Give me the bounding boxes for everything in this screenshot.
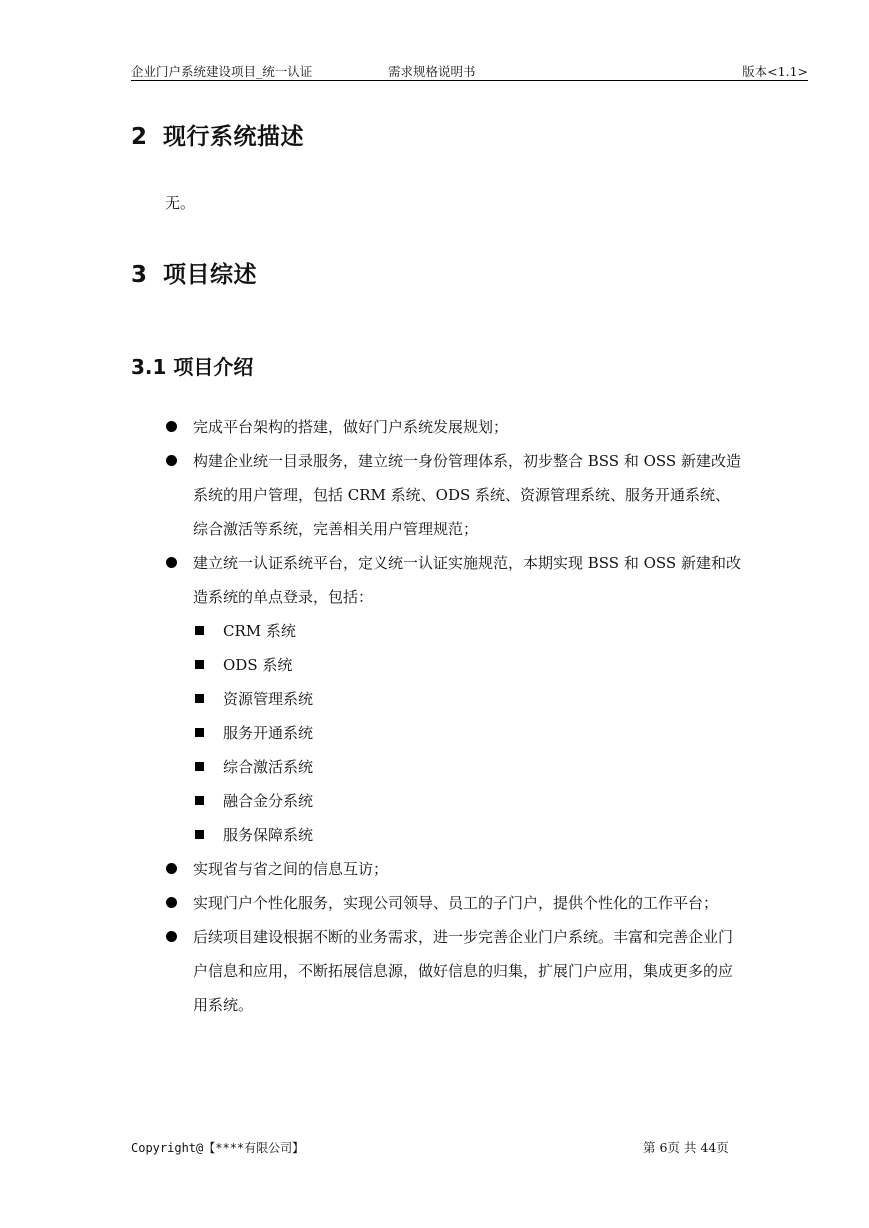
bullet-dot-icon <box>166 931 177 942</box>
bullet-square-icon <box>195 796 204 805</box>
list-item-text: 实现省与省之间的信息互访； <box>193 860 389 878</box>
sub-list-item-text: ODS 系统 <box>223 656 293 674</box>
sub-list-item-text: 综合激活系统 <box>223 758 314 776</box>
section-2-heading <box>131 118 304 151</box>
list-item-text: 建立统一认证系统平台，定义统一认证实施规范，本期实现 BSS 和 OSS 新建和改造系统的单点登录，包括： <box>193 554 741 606</box>
list-item <box>131 920 811 1022</box>
list-item-text: 实现门户个性化服务，实现公司领导、员工的子门户，提供个性化的工作平台； <box>193 894 719 912</box>
bullet-dot-icon <box>166 421 177 432</box>
sub-list-item <box>131 716 811 750</box>
list-item-text: 构建企业统一目录服务，建立统一身份管理体系，初步整合 BSS 和 OSS 新建改造系统的用户管理，包括 CRM 系统、ODS 系统、资源管理系统、服务开通系统、综合激活等系统，完善相关用户管理规范； <box>193 452 741 538</box>
sub-list-item <box>131 784 811 818</box>
bullet-square-icon <box>195 694 204 703</box>
sub-list-item-text: 服务开通系统 <box>223 724 314 742</box>
sub-list-item <box>131 682 811 716</box>
sub-list-item-text: 服务保障系统 <box>223 826 314 844</box>
list-item <box>131 444 811 546</box>
header-project-title: 企业门户系统建设项目_统一认证 <box>131 64 313 79</box>
bullet-dot-icon <box>166 557 177 568</box>
project-intro-list <box>131 410 811 1022</box>
bullet-dot-icon <box>166 455 177 466</box>
header-version: 版本<1.1> <box>742 64 808 79</box>
sub-list-item-text: CRM 系统 <box>223 622 296 640</box>
bullet-square-icon <box>195 728 204 737</box>
list-item <box>131 852 811 886</box>
list-item-text: 完成平台架构的搭建，做好门户系统发展规划； <box>193 418 509 436</box>
list-item-text: 后续项目建设根据不断的业务需求，进一步完善企业门户系统。丰富和完善企业门户信息和应用，不断拓展信息源，做好信息的归集，扩展门户应用，集成更多的应用系统。 <box>193 928 734 1014</box>
sub-list-item <box>131 648 811 682</box>
bullet-square-icon <box>195 830 204 839</box>
footer-page-number: 第 6页 共 44页 <box>643 1140 729 1155</box>
sub-list-item <box>131 818 811 852</box>
section-2-number: 2 <box>131 124 148 150</box>
list-item <box>131 546 811 614</box>
section-3-heading <box>131 256 257 289</box>
list-item <box>131 410 811 444</box>
section-3-number: 3 <box>131 262 148 288</box>
bullet-square-icon <box>195 626 204 635</box>
section-2-title: 现行系统描述 <box>163 124 304 150</box>
bullet-dot-icon <box>166 897 177 908</box>
page-header <box>131 62 808 81</box>
sub-list-item <box>131 750 811 784</box>
sub-list-item-text: 融合金分系统 <box>223 792 314 810</box>
header-document-title: 需求规格说明书 <box>388 64 476 79</box>
section-2-body: 无。 <box>165 194 196 212</box>
bullet-dot-icon <box>166 863 177 874</box>
footer-copyright: Copyright@【****有限公司】 <box>131 1141 305 1155</box>
bullet-square-icon <box>195 660 204 669</box>
section-3-1-heading: 3.1 项目介绍 <box>131 355 254 379</box>
sub-list-item <box>131 614 811 648</box>
section-3-title: 项目综述 <box>163 262 257 288</box>
sub-list-item-text: 资源管理系统 <box>223 690 314 708</box>
bullet-square-icon <box>195 762 204 771</box>
list-item <box>131 886 811 920</box>
